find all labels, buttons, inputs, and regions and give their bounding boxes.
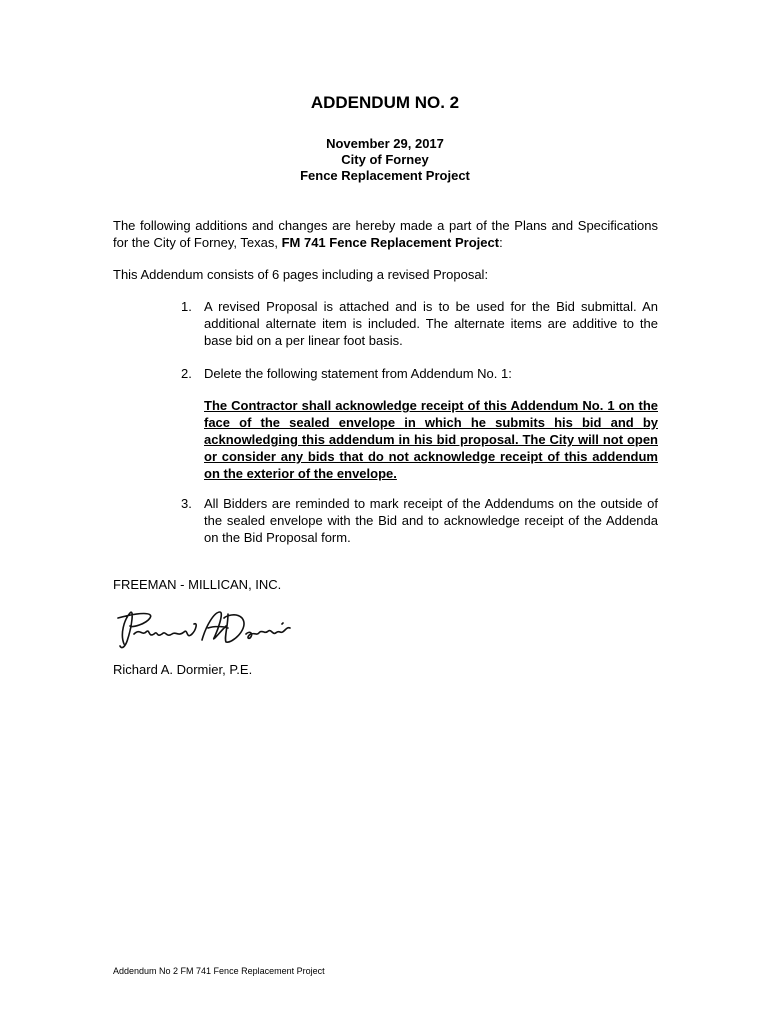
list-item-number: 3. [181,496,192,511]
consists-paragraph: This Addendum consists of 6 pages including a revised Proposal: [113,267,489,282]
document-project: Fence Replacement Project [300,168,470,183]
intro-project-name: FM 741 Fence Replacement Project [281,235,500,250]
intro-text: The following additions and changes are hereby made a part of the Plans and Specifications for the City of Forney, Texas, [113,218,658,250]
company-name: FREEMAN - MILLICAN, INC. [113,577,282,592]
list-item-text: A revised Proposal is attached and is to be used for the Bid submittal. An additional alternate item is included. The alternate items are additive to the base bid on a per linear foot basis. [204,299,658,348]
intro-end: : [499,235,503,250]
document-date: November 29, 2017 [326,136,444,151]
intro-paragraph [113,217,658,251]
list-item-text: Delete the following statement from Addendum No. 1: [204,366,512,381]
list-item-text: All Bidders are reminded to mark receipt of the Addendums on the outside of the sealed envelope with the Bid and to acknowledge receipt of the Addenda on the Bid Proposal form. [204,496,658,545]
list-item-number: 1. [181,299,192,314]
page-footer: Addendum No 2 FM 741 Fence Replacement Project [113,966,325,976]
document-subheader [0,136,770,184]
list-item-number: 2. [181,366,192,381]
document-title: ADDENDUM NO. 2 [310,93,460,112]
signer-name: Richard A. Dormier, P.E. [113,662,253,677]
deleted-statement: The Contractor shall acknowledge receipt of this Addendum No. 1 on the face of the sealed envelope in which he submits his bid and by acknowledging this addendum in his bid proposal. The City will not open or consider any bids that do not acknowledge receipt of this addendum on the exterior of the envelope. [204,398,658,481]
document-city: City of Forney [341,152,429,167]
signature-image [110,604,300,654]
